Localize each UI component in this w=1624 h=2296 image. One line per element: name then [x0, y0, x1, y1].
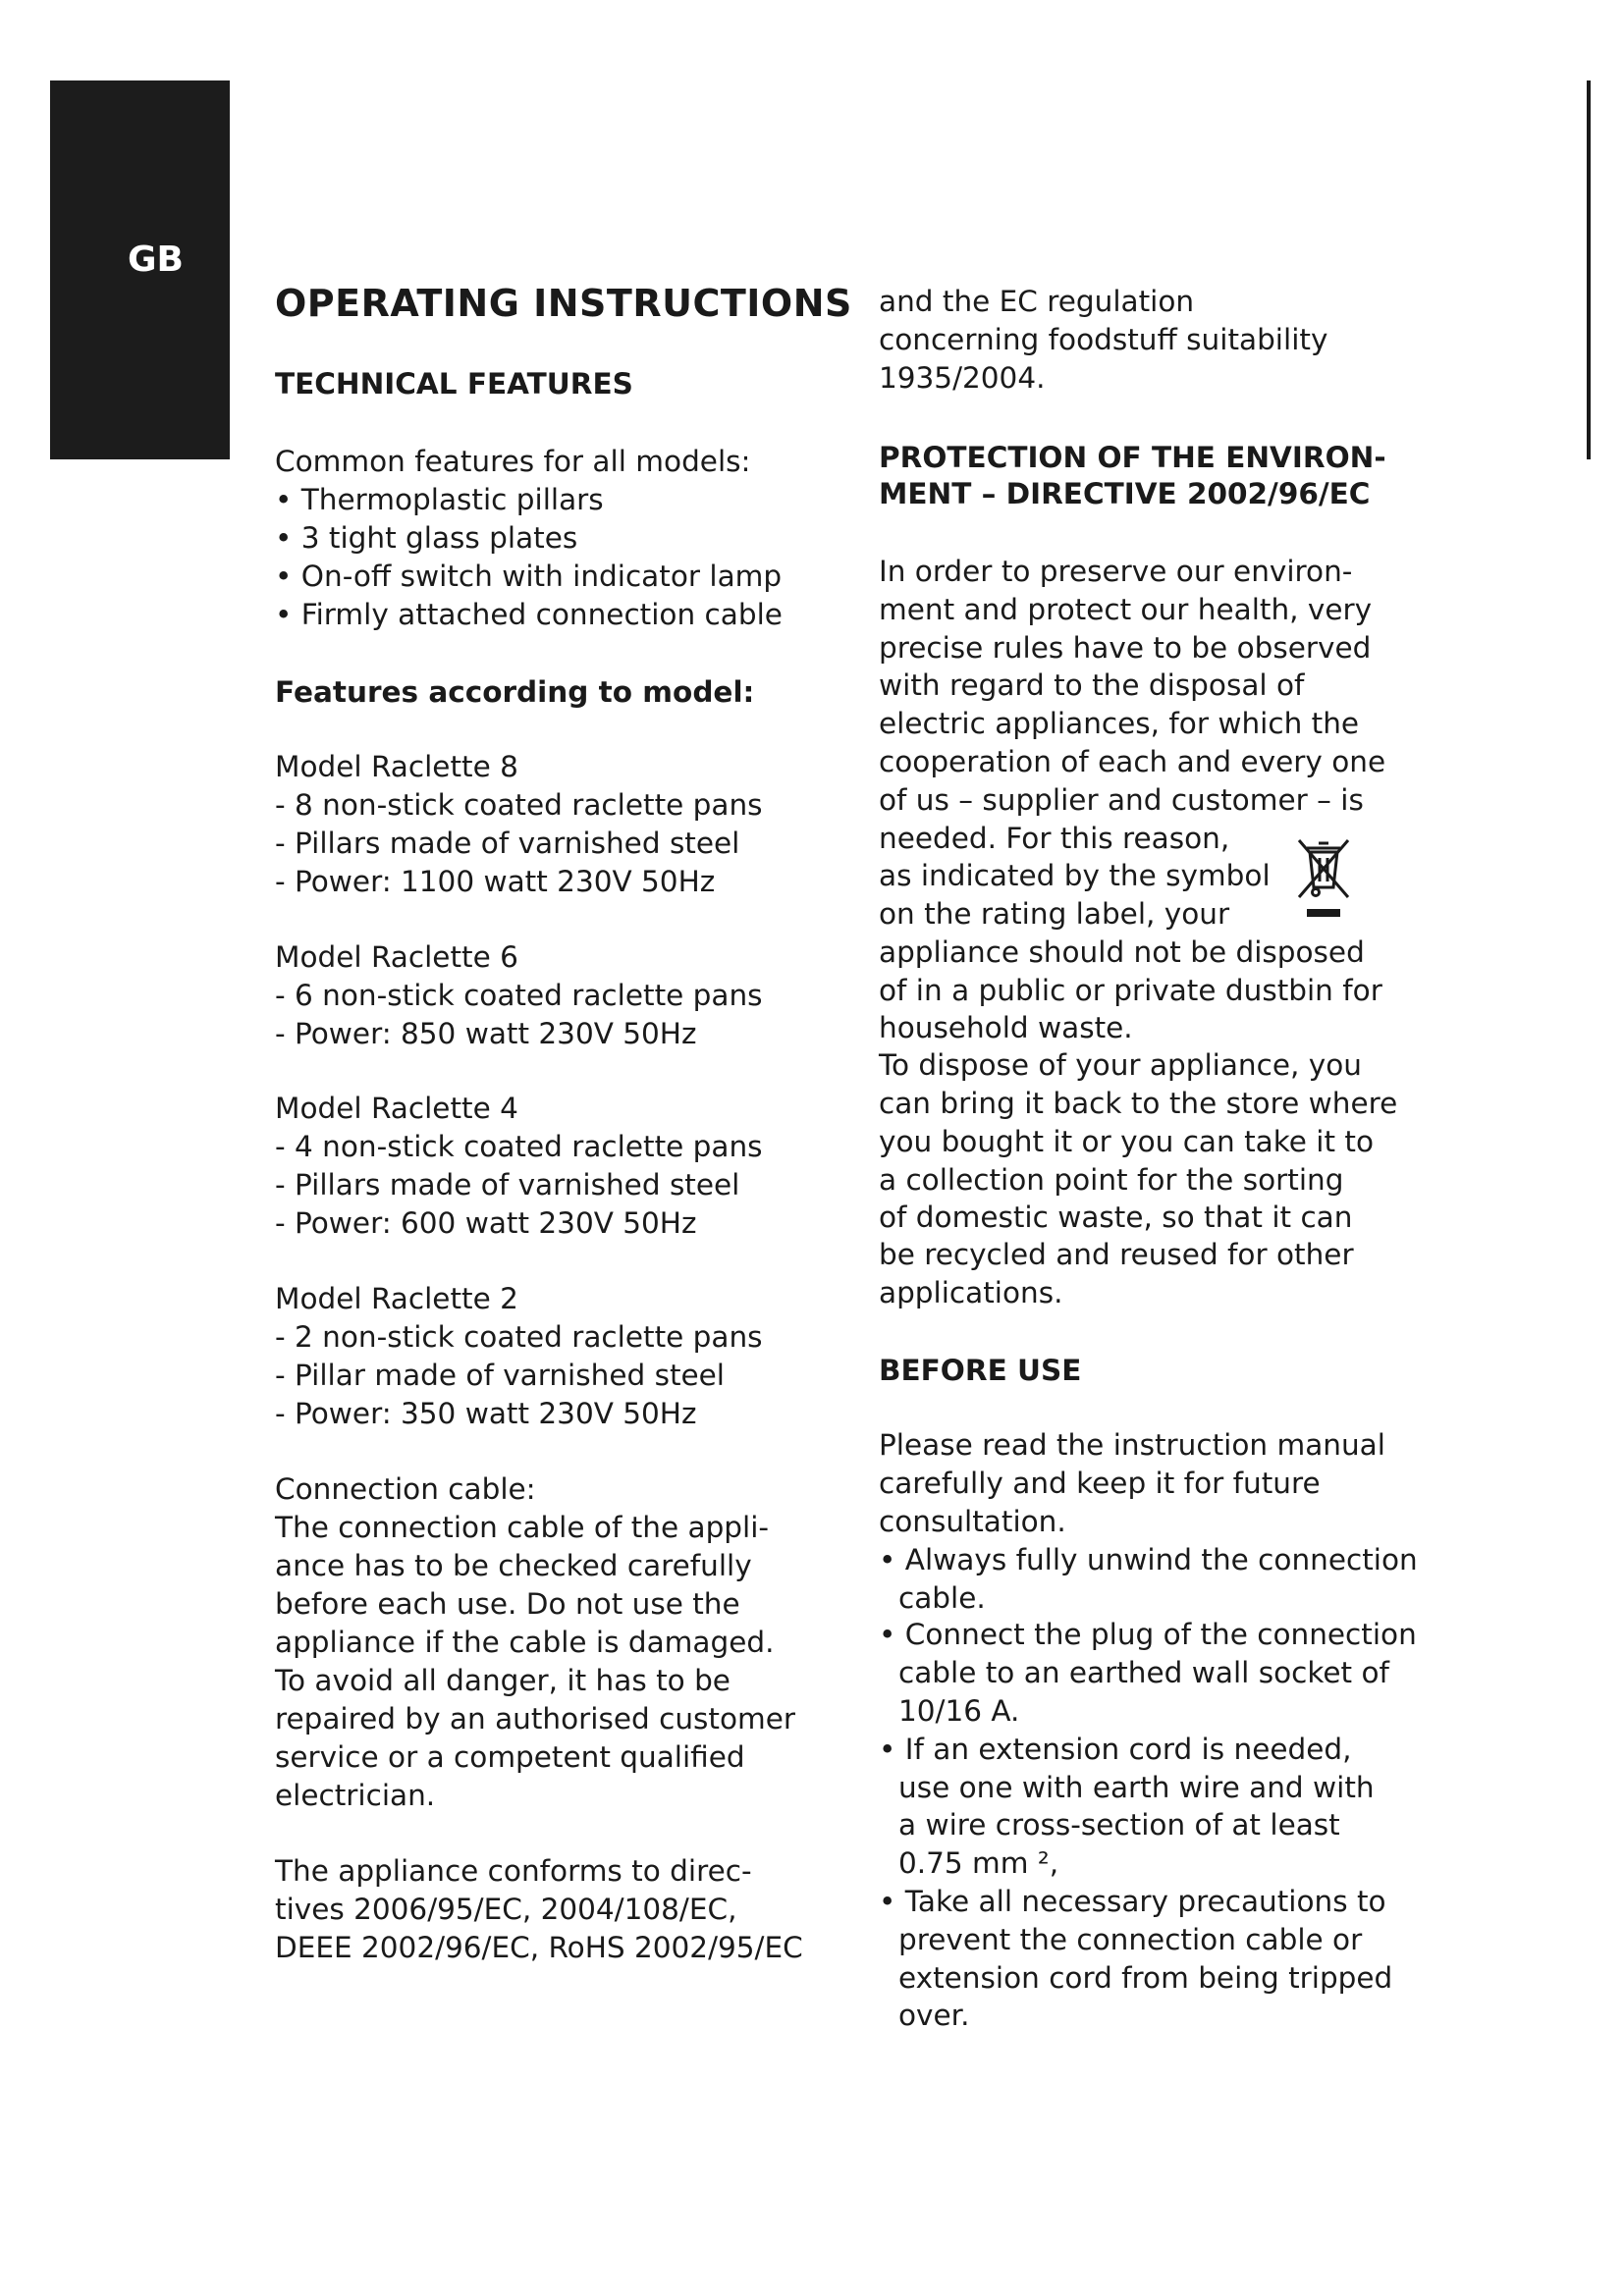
- connection-cable-text: before each use. Do not use the: [275, 1587, 740, 1621]
- environment-text: In order to preserve our environ-: [879, 555, 1353, 588]
- before-use-bullet: cable.: [898, 1581, 986, 1615]
- before-use-heading: BEFORE USE: [879, 1354, 1082, 1387]
- environment-text: applications.: [879, 1276, 1063, 1309]
- before-use-bullet: extension cord from being tripped: [898, 1961, 1393, 1995]
- environment-text: with regard to the disposal of: [879, 668, 1305, 702]
- model-feature: - Power: 1100 watt 230V 50Hz: [275, 865, 716, 898]
- common-feature: • Firmly attached connection cable: [275, 598, 783, 631]
- model-feature: - Power: 350 watt 230V 50Hz: [275, 1397, 697, 1430]
- environment-text: To dispose of your appliance, you: [879, 1048, 1362, 1082]
- common-feature: • Thermoplastic pillars: [275, 483, 604, 516]
- environment-text: you bought it or you can take it to: [879, 1125, 1375, 1158]
- connection-cable-text: The connection cable of the appli-: [275, 1511, 770, 1544]
- before-use-bullet: a wire cross-section of at least: [898, 1808, 1340, 1842]
- model-feature: - 6 non-stick coated raclette pans: [275, 979, 763, 1012]
- conformity-continued: and the EC regulation: [879, 285, 1195, 318]
- environment-text: of in a public or private dustbin for: [879, 974, 1382, 1007]
- environment-text: needed. For this reason,: [879, 822, 1230, 855]
- language-tab-label: GB: [128, 240, 184, 280]
- connection-cable-text: ance has to be checked carefully: [275, 1549, 752, 1582]
- before-use-bullet: • Take all necessary precautions to: [879, 1885, 1386, 1918]
- environment-text: be recycled and reused for other: [879, 1238, 1354, 1271]
- before-use-intro: consultation.: [879, 1505, 1066, 1538]
- common-feature: • 3 tight glass plates: [275, 521, 578, 555]
- environment-text: as indicated by the symbol: [879, 859, 1271, 892]
- technical-features-heading: TECHNICAL FEATURES: [275, 367, 633, 400]
- before-use-bullet: 10/16 A.: [898, 1694, 1020, 1728]
- conformity-continued: concerning foodstuff suitability: [879, 323, 1328, 356]
- environment-text: electric appliances, for which the: [879, 707, 1360, 740]
- environment-text: appliance should not be disposed: [879, 935, 1365, 969]
- before-use-bullet: over.: [898, 1999, 970, 2032]
- model-name: Model Raclette 8: [275, 750, 518, 783]
- connection-cable-text: To avoid all danger, it has to be: [275, 1664, 731, 1697]
- environment-heading: PROTECTION OF THE ENVIRON-: [879, 441, 1386, 474]
- before-use-bullet: • If an extension cord is needed,: [879, 1733, 1352, 1766]
- environment-heading: MENT – DIRECTIVE 2002/96/EC: [879, 477, 1371, 510]
- connection-cable-text: electrician.: [275, 1779, 436, 1812]
- model-feature: - 2 non-stick coated raclette pans: [275, 1320, 763, 1354]
- connection-cable-heading: Connection cable:: [275, 1472, 536, 1506]
- before-use-intro: Please read the instruction manual: [879, 1428, 1385, 1462]
- environment-text: of us – supplier and customer – is: [879, 783, 1364, 817]
- margin-rule: [1587, 80, 1591, 459]
- before-use-bullet: 0.75 mm ²,: [898, 1846, 1068, 1880]
- before-use-bullet: • Always fully unwind the connection: [879, 1543, 1418, 1576]
- model-name: Model Raclette 4: [275, 1092, 518, 1125]
- model-feature: - Power: 850 watt 230V 50Hz: [275, 1017, 697, 1050]
- before-use-bullet: • Connect the plug of the connection: [879, 1618, 1417, 1651]
- environment-text: household waste.: [879, 1011, 1133, 1044]
- conformity-text: tives 2006/95/EC, 2004/108/EC,: [275, 1893, 737, 1926]
- environment-text: a collection point for the sorting: [879, 1163, 1344, 1197]
- common-feature: • On-off switch with indicator lamp: [275, 560, 783, 593]
- connection-cable-text: repaired by an authorised customer: [275, 1702, 796, 1735]
- before-use-bullet: use one with earth wire and with: [898, 1771, 1375, 1804]
- connection-cable-text: appliance if the cable is damaged.: [275, 1626, 775, 1659]
- model-feature: - Pillars made of varnished steel: [275, 827, 740, 860]
- before-use-intro: carefully and keep it for future: [879, 1467, 1321, 1500]
- model-feature: - Pillars made of varnished steel: [275, 1168, 740, 1201]
- conformity-continued: 1935/2004.: [879, 361, 1046, 395]
- environment-text: precise rules have to be observed: [879, 631, 1372, 665]
- page-title: OPERATING INSTRUCTIONS: [275, 282, 852, 325]
- model-feature: - 8 non-stick coated raclette pans: [275, 788, 763, 822]
- environment-text: ment and protect our health, very: [879, 593, 1373, 626]
- before-use-bullet: cable to an earthed wall socket of: [898, 1656, 1389, 1689]
- connection-cable-text: service or a competent qualified: [275, 1740, 745, 1774]
- environment-text: cooperation of each and every one: [879, 745, 1386, 778]
- environment-text: can bring it back to the store where: [879, 1087, 1398, 1120]
- common-features-intro: Common features for all models:: [275, 445, 751, 478]
- before-use-bullet: prevent the connection cable or: [898, 1923, 1363, 1956]
- model-feature: - Pillar made of varnished steel: [275, 1359, 725, 1392]
- model-name: Model Raclette 2: [275, 1282, 518, 1315]
- features-by-model-heading: Features according to model:: [275, 675, 755, 709]
- crossed-out-wheelie-bin-icon: [1293, 836, 1354, 925]
- conformity-text: The appliance conforms to direc-: [275, 1854, 752, 1888]
- model-feature: - Power: 600 watt 230V 50Hz: [275, 1206, 697, 1240]
- environment-text: of domestic waste, so that it can: [879, 1201, 1353, 1234]
- conformity-text: DEEE 2002/96/EC, RoHS 2002/95/EC: [275, 1931, 803, 1964]
- environment-text: on the rating label, your: [879, 897, 1230, 931]
- model-feature: - 4 non-stick coated raclette pans: [275, 1130, 763, 1163]
- model-name: Model Raclette 6: [275, 940, 518, 974]
